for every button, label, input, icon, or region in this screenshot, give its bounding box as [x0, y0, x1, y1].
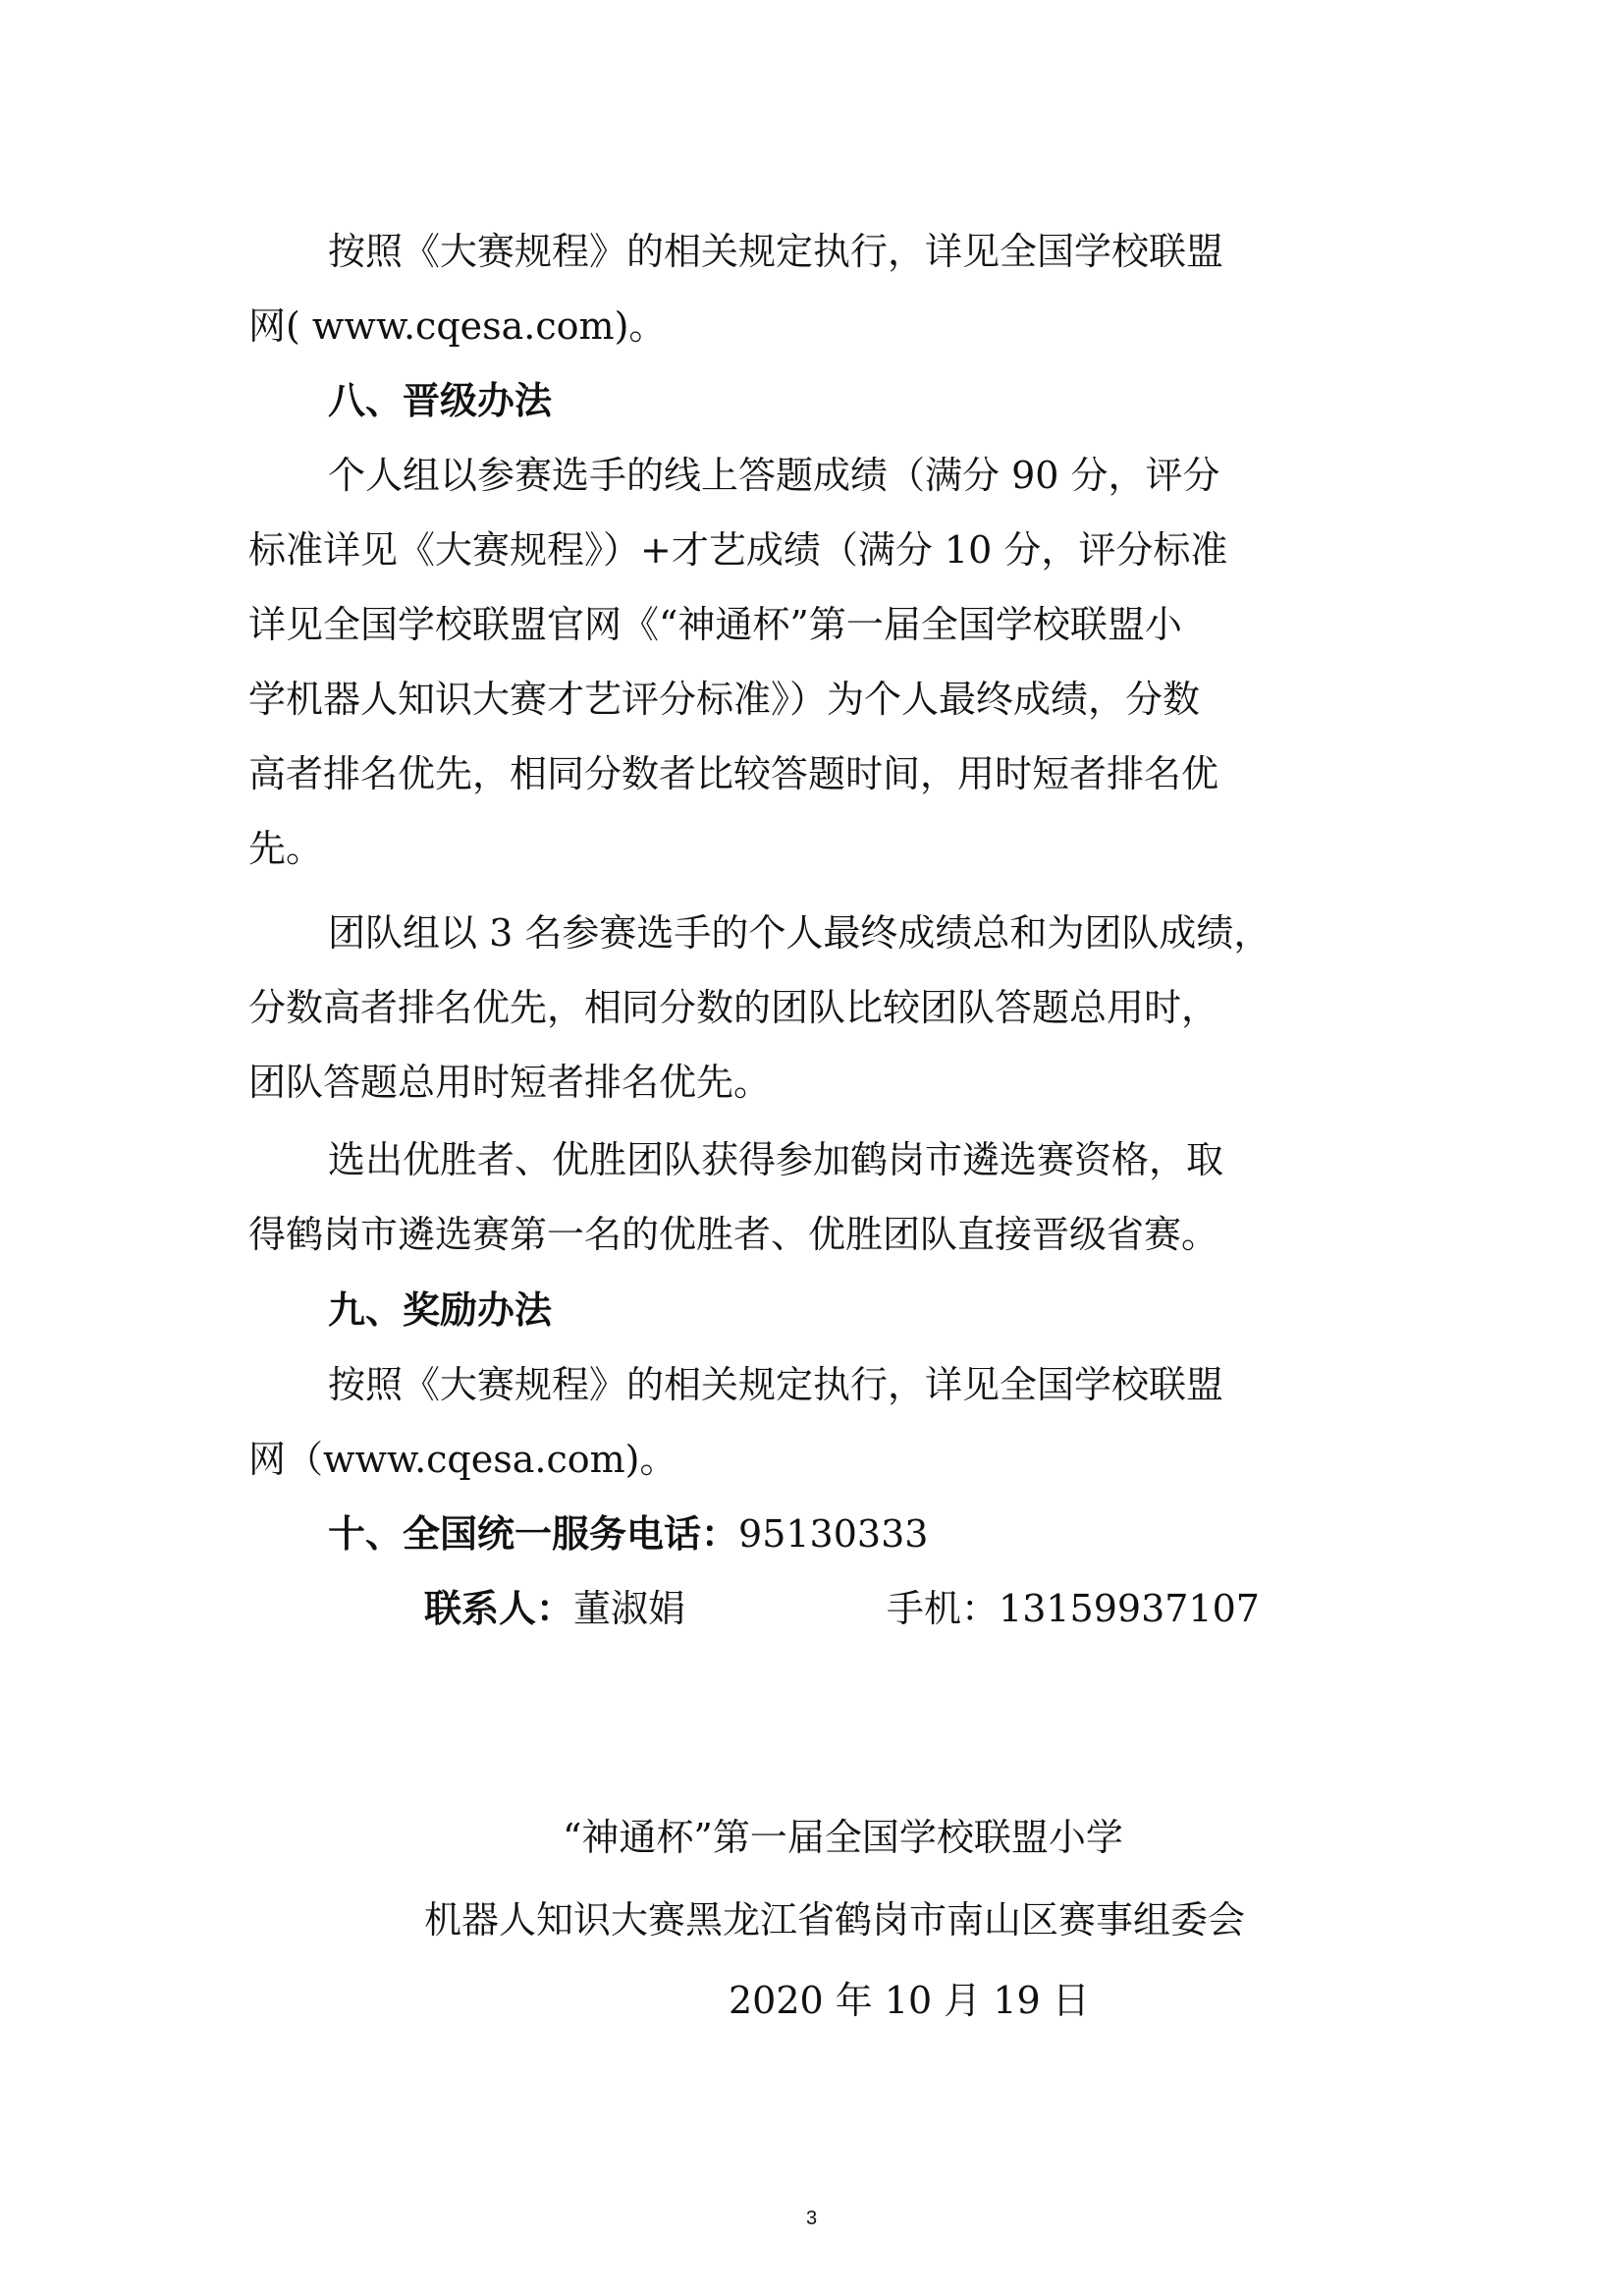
paragraph-line: 网（www.cqesa.com)。: [248, 1438, 677, 1481]
signature-line: “神通杯”第一届全国学校联盟小学: [563, 1816, 1123, 1859]
paragraph-line: 得鹤岗市遴选赛第一名的优胜者、优胜团队直接晋级省赛。: [248, 1213, 1219, 1256]
contact-name: 董淑娟: [573, 1587, 686, 1630]
section-heading: 八、晋级办法: [328, 378, 553, 422]
paragraph-line: 高者排名优先，相同分数者比较答题时间，用时短者排名优: [248, 752, 1219, 795]
service-phone-label: 十、全国统一服务电话：: [328, 1511, 739, 1556]
paragraph-line: 选出优胜者、优胜团队获得参加鹤岗市遴选赛资格，取: [328, 1138, 1224, 1181]
signature-date: 2020 年 10 月 19 日: [729, 1979, 1090, 2022]
paragraph-line: 详见全国学校联盟官网《“神通杯”第一届全国学校联盟小: [248, 603, 1182, 646]
paragraph-line: 团队组以 3 名参赛选手的个人最终成绩总和为团队成绩，: [328, 911, 1271, 955]
paragraph-line: 先。: [248, 827, 324, 870]
contact-mobile: [887, 1583, 1260, 1634]
contact-label: 联系人：: [424, 1586, 574, 1630]
paragraph-line: 按照《大赛规程》的相关规定执行，详见全国学校联盟: [328, 1363, 1224, 1406]
paragraph-line: 按照《大赛规程》的相关规定执行，详见全国学校联盟: [328, 230, 1224, 273]
mobile-label: 手机：: [887, 1587, 1000, 1630]
mobile-number: 13159937107: [999, 1587, 1260, 1630]
paragraph-line: 学机器人知识大赛才艺评分标准》）为个人最终成绩，分数: [248, 678, 1201, 721]
signature-line: 机器人知识大赛黑龙江省鹤岗市南山区赛事组委会: [424, 1898, 1246, 1941]
contact-person: [424, 1583, 685, 1634]
service-phone-number: 95130333: [738, 1512, 929, 1556]
service-phone-heading: [328, 1508, 928, 1559]
paragraph-line: 团队答题总用时短者排名优先。: [248, 1061, 772, 1104]
section-heading: 九、奖励办法: [328, 1287, 553, 1332]
page-number: 3: [805, 2208, 818, 2229]
paragraph-line: 标准详见《大赛规程》）+才艺成绩（满分 10 分，评分标准: [248, 528, 1228, 572]
paragraph-line: 分数高者排名优先，相同分数的团队比较团队答题总用时，: [248, 986, 1219, 1029]
paragraph-line: 网( www.cqesa.com)。: [248, 304, 667, 348]
paragraph-line: 个人组以参赛选手的线上答题成绩（满分 90 分，评分: [328, 454, 1220, 497]
